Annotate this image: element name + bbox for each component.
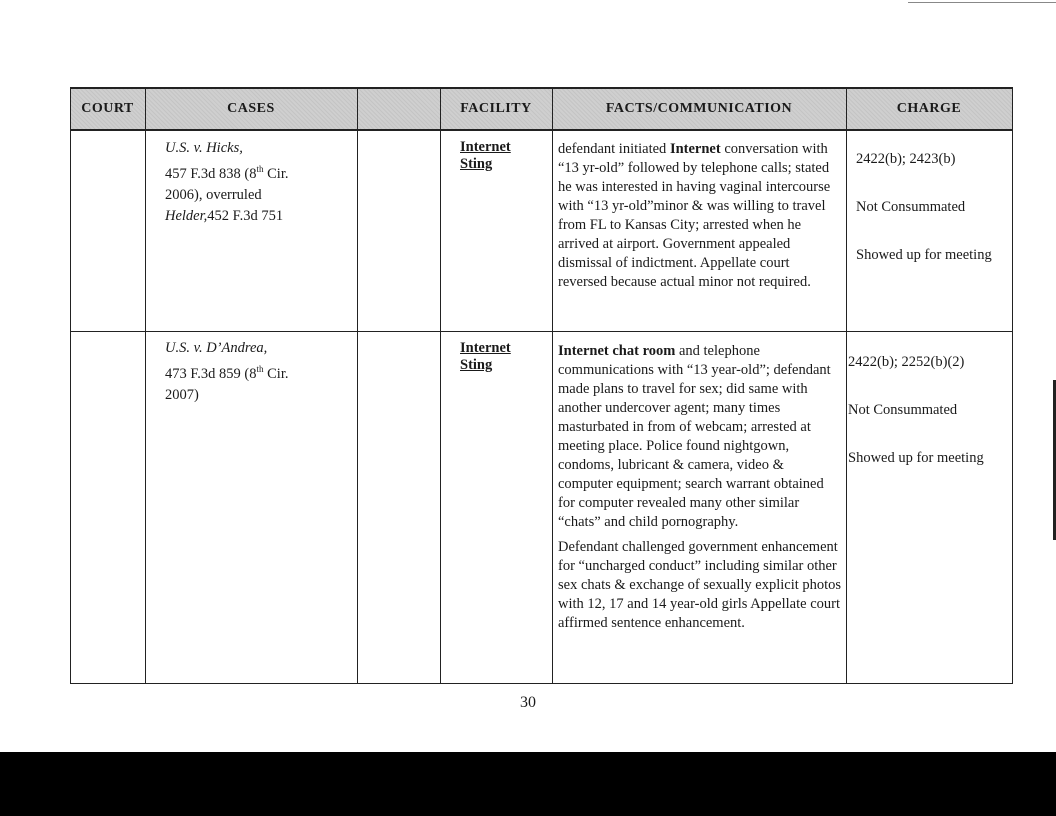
row-divider	[70, 331, 1012, 332]
charge-outcome: Showed up for meeting	[856, 247, 992, 263]
col-line	[846, 87, 847, 684]
table-top-border	[70, 87, 1012, 89]
table-bottom-border	[70, 683, 1012, 684]
table-row-2-facts: Internet chat room and telephone communications with “13 year-old”; defendant made plans to travel for sex; did same with another undercover agent; many times masturbated in from of webcam; arrested at meeting place. Police found nightgown, condoms, lubricant & camera, video & computer equipment; search warrant obtained for computer revealed many other similar “chats” and child pornography. Defendant challenged government enhancement for “uncharged conduct” including similar other sex chats & exchange of sexually explicit photos with 12, 17 and 14 year-old girls Appellate court affirmed sentence enhancement.	[558, 343, 842, 631]
page-number: 30	[520, 694, 536, 711]
header-facility: FACILITY	[440, 88, 552, 130]
scan-edge-line	[908, 2, 1056, 3]
case-citation: 473 F.3d 859 (8th Cir.	[165, 364, 289, 382]
charge-status: Not Consummated	[856, 199, 966, 215]
case-name: U.S. v. Hicks,	[165, 140, 243, 156]
charge-status: Not Consummated	[848, 402, 958, 418]
scan-bottom-border	[0, 752, 1056, 816]
col-line	[70, 87, 71, 684]
case-citation: 457 F.3d 838 (8th Cir.	[165, 164, 289, 182]
case-citation-cont: 2007)	[165, 386, 199, 403]
table-row-2-case	[165, 338, 350, 406]
header-blank	[357, 88, 440, 130]
charge-statute: 2422(b); 2252(b)(2)	[848, 354, 965, 370]
charge-statute: 2422(b); 2423(b)	[856, 151, 956, 167]
table-row-2-charge	[848, 353, 1010, 468]
header-cases: CASES	[145, 88, 357, 130]
col-line	[440, 87, 441, 684]
table-row-1-case	[165, 138, 350, 227]
col-line	[552, 87, 553, 684]
case-citation-cont: 2006), overruled	[165, 186, 262, 203]
table-row-2-facility: Internet Sting	[460, 340, 511, 373]
table-row-1-facts: defendant initiated Internet conversation with “13 yr-old” followed by telephone calls; stated he was interested in having vaginal intercourse with “13 yr-old”minor & was willing to travel from FL to Kansas City; arrested when he arrived at airport. Government appealed dismissal of indictment. Appellate court reversed because actual minor not required.	[558, 141, 831, 290]
case-name: U.S. v. D’Andrea,	[165, 340, 268, 356]
header-bottom-border	[70, 129, 1012, 131]
charge-outcome: Showed up for meeting	[848, 450, 984, 466]
col-line	[1012, 87, 1013, 684]
header-court: COURT	[70, 88, 145, 130]
header-facts: FACTS/COMMUNICATION	[552, 88, 846, 130]
case-citation-ref: Helder,452 F.3d 751	[165, 207, 284, 224]
col-line	[145, 87, 146, 684]
header-charge: CHARGE	[846, 88, 1012, 130]
table-row-1-facility: Internet Sting	[460, 139, 511, 172]
col-line	[357, 87, 358, 684]
table-row-1-charge	[856, 150, 1011, 265]
